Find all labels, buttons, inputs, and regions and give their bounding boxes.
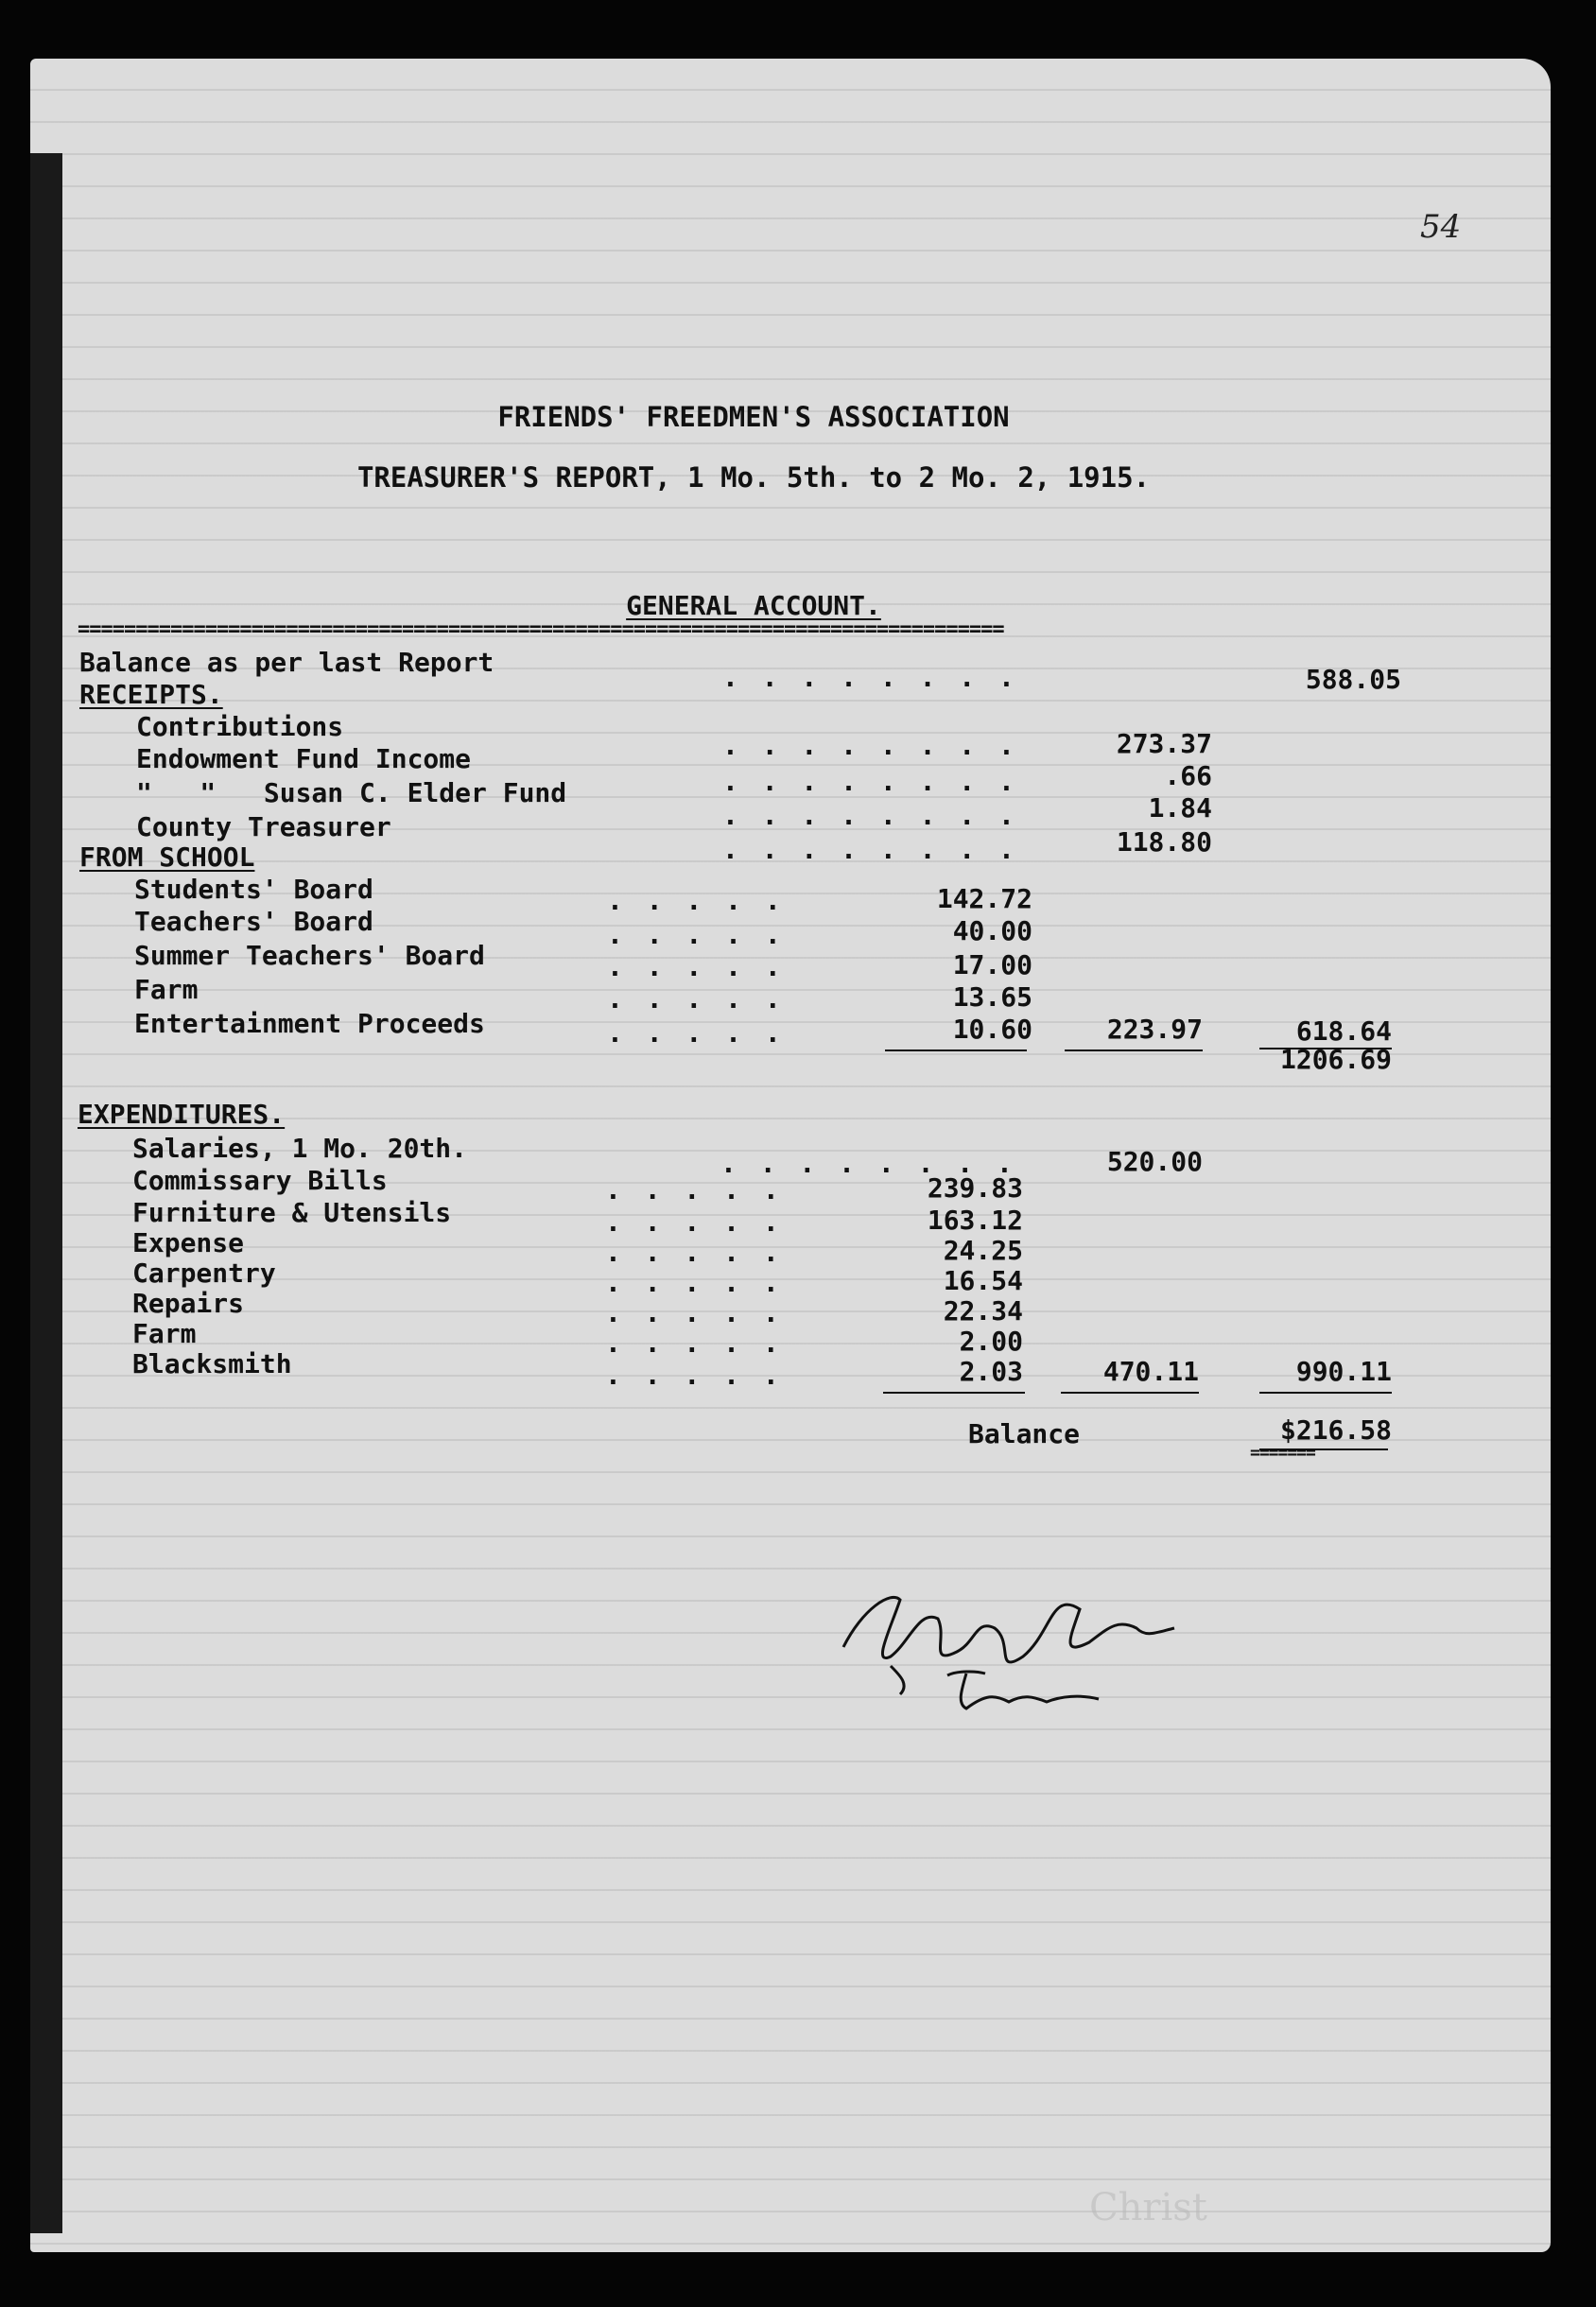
receipt-label: County Treasurer [136,811,391,842]
balance-last-label: Balance as per last Report [79,647,494,678]
balance-last-amount: 588.05 [1305,664,1401,695]
expense-label: Repairs [132,1288,245,1319]
leader-dots: . . . . . [605,1206,783,1238]
school-item-label: Teachers' Board [134,906,373,937]
closing-balance-label: Balance [968,1418,1081,1449]
receipts-total: 618.64 [1295,1015,1392,1047]
leader-dots: . . . . . . . . [722,800,1018,831]
expense-amount: 2.03 [959,1356,1023,1387]
document-page [30,59,1551,2252]
double-rule-divider: ================================================================================ [78,620,1004,639]
leader-dots: . . . . . [605,1237,783,1268]
school-item-amount: 40.00 [952,915,1032,946]
leader-dots: . . . . . [607,919,785,950]
underline-rule [885,1049,1027,1051]
receipt-label: " " Susan C. Elder Fund [136,777,567,808]
leader-dots: . . . . . . . . [722,834,1018,865]
underline-rule [1259,1392,1392,1394]
double-underline: ======= [1250,1443,1315,1463]
school-item-amount: 13.65 [952,981,1032,1013]
leader-dots: . . . . . [607,983,785,1015]
expense-label: Farm [132,1318,197,1349]
salaries-amount: 520.00 [1106,1146,1203,1177]
school-subtotal: 223.97 [1106,1014,1203,1045]
expense-amount: 163.12 [927,1205,1023,1236]
treasurer-signature [834,1552,1212,1723]
school-item-amount: 17.00 [952,949,1032,980]
section-title: GENERAL ACCOUNT. [626,590,881,621]
expense-amount: 24.25 [943,1235,1023,1266]
organization-name: FRIENDS' FREEDMEN'S ASSOCIATION [497,401,1010,433]
school-item-amount: 10.60 [952,1014,1032,1045]
expense-label: Blacksmith [132,1348,292,1379]
expense-amount: 239.83 [927,1172,1023,1204]
closing-balance-amount: $216.58 [1279,1414,1392,1446]
expenditures-heading: EXPENDITURES. [78,1099,286,1130]
expense-amount: 22.34 [943,1295,1023,1327]
leader-dots: . . . . . [605,1327,783,1359]
leader-dots: . . . . . [607,885,785,916]
expense-amount: 2.00 [959,1326,1023,1357]
school-item-label: Entertainment Proceeds [134,1008,485,1039]
receipt-amount: 118.80 [1116,826,1212,858]
school-item-label: Summer Teachers' Board [134,940,485,971]
leader-dots: . . . . . [605,1297,783,1328]
expense-label: Expense [132,1227,245,1258]
leader-dots: . . . . . [607,951,785,982]
school-item-amount: 142.72 [936,883,1032,914]
expense-label: Commissary Bills [132,1165,388,1196]
leader-dots: . . . . . [605,1174,783,1206]
leader-dots: . . . . . [605,1267,783,1298]
expense-label: Furniture & Utensils [132,1197,452,1228]
leader-dots: . . . . . [605,1360,783,1391]
grand-total: 1206.69 [1279,1044,1392,1075]
leader-dots: . . . . . [607,1017,785,1049]
expense-label: Carpentry [132,1258,276,1289]
report-title: TREASURER'S REPORT, 1 Mo. 5th. to 2 Mo. 2, 1915. [356,461,1151,494]
underline-rule [1065,1049,1203,1051]
receipts-heading: RECEIPTS. [79,679,223,710]
receipt-label: Endowment Fund Income [136,743,472,774]
receipt-amount: .66 [1164,760,1212,791]
expenditures-subtotal: 470.11 [1102,1356,1199,1387]
leader-dots: . . . . . . . . [720,1148,1016,1179]
leader-dots: . . . . . . . . [722,662,1018,693]
leader-dots: . . . . . . . . [722,730,1018,761]
receipt-amount: 273.37 [1116,728,1212,759]
receipt-amount: 1.84 [1148,792,1212,824]
from-school-heading: FROM SCHOOL [79,841,255,873]
expense-amount: 16.54 [943,1265,1023,1296]
expenditures-total: 990.11 [1295,1356,1392,1387]
receipt-label: Contributions [136,711,344,742]
page-number: 54 [1420,208,1462,246]
salaries-label: Salaries, 1 Mo. 20th. [132,1133,468,1164]
underline-rule [883,1392,1025,1394]
underline-rule [1061,1392,1199,1394]
leader-dots: . . . . . . . . [722,766,1018,797]
school-item-label: Students' Board [134,874,373,905]
school-item-label: Farm [134,974,199,1005]
watermark-text: Christ [1089,2186,1207,2229]
